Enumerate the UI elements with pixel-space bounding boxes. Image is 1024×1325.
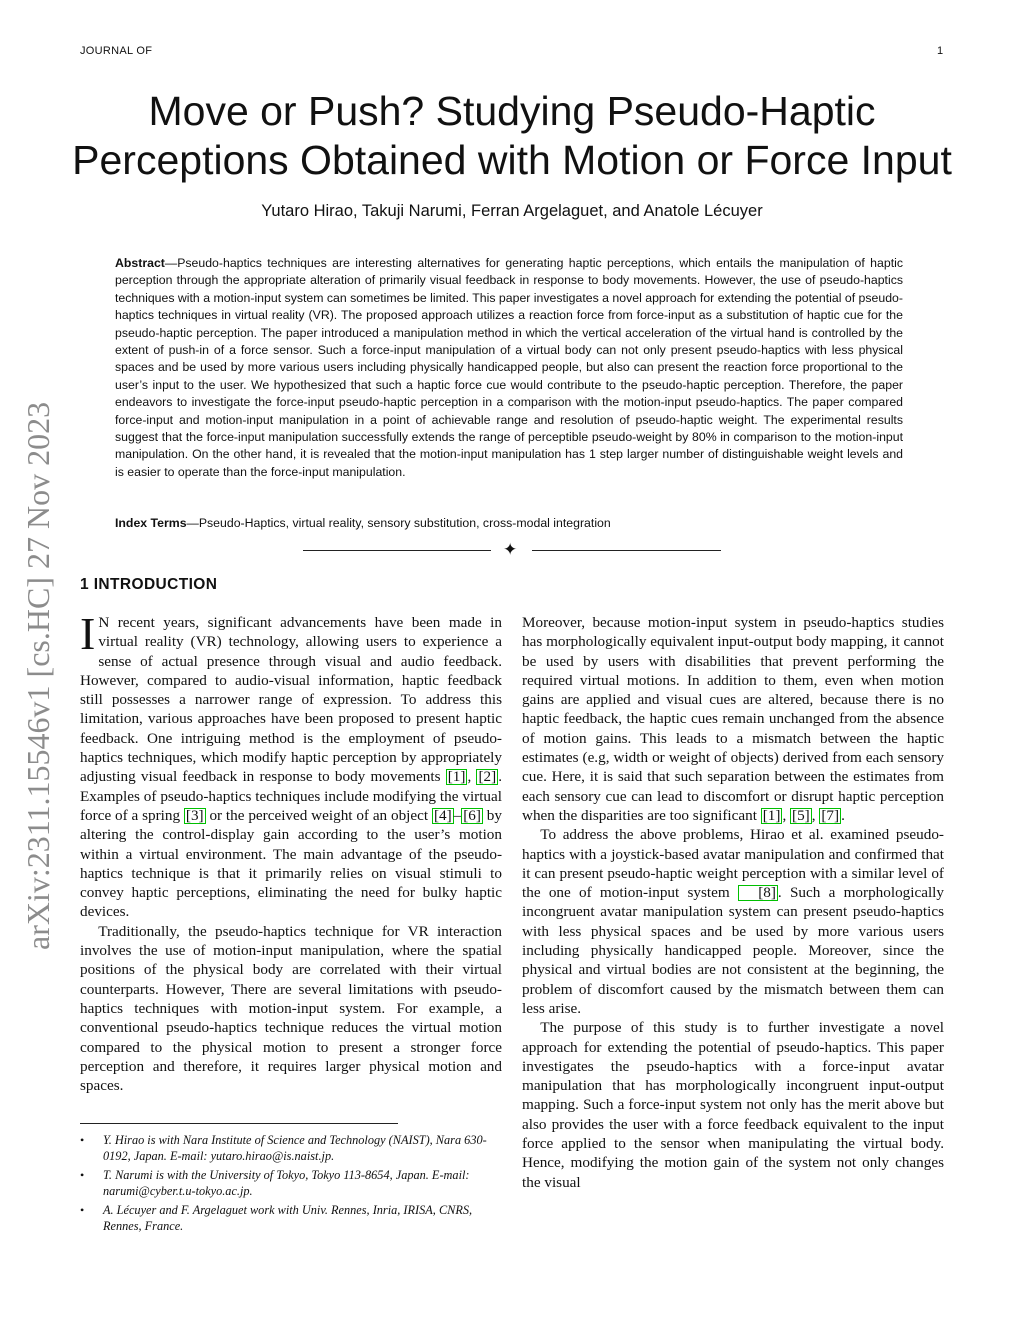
index-terms-text: —Pseudo-Haptics, virtual reality, sensory substitution, cross-modal integration [186, 516, 611, 530]
footnote-text: A. Lécuyer and F. Argelaguet work with Univ. Rennes, Inria, IRISA, CNRS, Rennes, France. [103, 1203, 473, 1233]
paragraph-text: – [453, 806, 462, 824]
left-column [80, 608, 502, 1095]
author-list: Yutaro Hirao, Takuji Narumi, Ferran Argelaguet, and Anatole Lécuyer [261, 202, 763, 220]
paragraph-text: or the perceived weight of an object [205, 806, 432, 824]
abstract-text: —Pseudo-haptics techniques are interesting alternatives for generating haptic perceptions, which entails the manipulation of haptic perception through the appropriate alteration of primarily visual feedback in response to body movements. However, the use of pseudo-haptics techniques with a motion-input system can sometimes be limited. This paper investigates a novel approach for extending the potential of pseudo-haptics techniques in virtual reality (VR). The proposed approach utilizes a reaction force from force-input as a substitution of haptic cue for the pseudo-haptic perception. The paper introduced a manipulation method in which the vertical acceleration of the virtual hand is controlled by the extent of push-in of a force sensor. Such a force-input manipulation of a virtual body can not only present pseudo-haptics with less physical spaces and be used by more various users including physically handicapped people, but also can present the reaction force proportional to the user’s input to the user. We hypothesized that such a haptic force cue would contribute to the pseudo-haptic perception. Therefore, the paper endeavors to investigate the force-input pseudo-haptic perception in a comparison with the motion-input pseudo-haptics. The paper compared force-input and motion-input manipulation in a point of achievable range and resolution of pseudo-haptic weight. The experimental results suggest that the force-input manipulation successfully extends the range of perceptible pseudo-weight by 80% in comparison to the motion-input manipulation. On the other hand, it is revealed that the motion-input manipulation has 1 step larger number of distinguishable weight levels and is easier to operate than the force-input manipulation. [115, 256, 903, 479]
paragraph-text: . [841, 806, 845, 824]
paragraph-text: . Such a morphologically incongruent avatar manipulation system can present pseudo-haptics with less physical spaces and be used by more various users including physically handicapped people. Moreover, since the physical and virtual bodies are not consistent at the beginning, the problem of discomfort caused by the mismatch between them can less arise. [522, 884, 944, 1017]
separator-rule-left [303, 550, 491, 551]
footnote-item [80, 1167, 502, 1199]
paper-title [40, 87, 984, 185]
bullet-icon: • [80, 1203, 85, 1217]
footnote-rule [80, 1123, 398, 1124]
paragraph [522, 825, 944, 1018]
page-number: 1 [937, 45, 944, 57]
drop-cap: I [80, 608, 96, 659]
right-column [522, 613, 944, 1192]
paragraph: Traditionally, the pseudo-haptics technique for VR interaction involves the use of motion-input manipulation, where the spatial positions of the physical body are correlated with their virtual counterparts. However, There are several limitations with pseudo-haptics techniques with motion-input system. For example, a conventional pseudo-haptics technique reduces the virtual motion compared to the physical motion to present a stronger force perception and therefore, it requires larger physical motion and spaces. [80, 922, 502, 1095]
abstract [115, 255, 903, 481]
bullet-icon: • [80, 1168, 85, 1182]
bullet-icon: • [80, 1133, 85, 1147]
citation-link[interactable]: [5] [792, 806, 810, 824]
paragraph-text: N recent years, significant advancements have been made in virtual reality (VR) technology, allowing users to experience a sense of actual presence through visual and audio feedback. However, compared to audio-visual information, haptic feedback still possesses a narrower range of expression. To address this limitation, various approaches have been proposed to present haptic feedback. One intriguing method is the employment of pseudo-haptics techniques, which modify haptic perception by appropriately adjusting visual feedback in response to body movements [80, 614, 502, 786]
arxiv-identifier: arXiv:2311.15546v1 [cs.HC] 27 Nov 2023 [20, 401, 56, 950]
footnotes [80, 1132, 502, 1237]
footnote-text: Y. Hirao is with Nara Institute of Science and Technology (NAIST), Nara 630-0192, Japan. E-mail: yutaro.hirao@is.naist.jp. [103, 1133, 487, 1163]
title-line-2: Perceptions Obtained with Motion or Force Input [72, 137, 952, 183]
separator-rule-right [532, 550, 721, 551]
paragraph-text: , [811, 806, 820, 824]
citation-link[interactable]: [4] [433, 806, 452, 824]
running-header: JOURNAL OF [80, 45, 153, 57]
footnote-text: T. Narumi is with the University of Tokyo, Tokyo 113-8654, Japan. E-mail: narumi@cyber.t.u-tokyo.ac.jp. [103, 1168, 470, 1198]
paragraph-text: To address the above problems, Hirao et al. examined pseudo-haptics with a joystick-based avatar manipulation and confirmed that it can present pseudo-haptic weight perception with a similar level of the one of motion-input system [522, 826, 944, 902]
citation-link[interactable]: [3] [185, 806, 204, 824]
paragraph: The purpose of this study is to further investigate a novel approach for extending the potential of pseudo-haptics. This paper investigates the pseudo-haptics with a force-input avatar manipulation that has morphologically incongruent input-output mapping. Such a force-input system not only has the merit above but also provides the user with a force feedback equivalent to the input force applied to the sensor when manipulating the virtual body. Hence, modifying the motion gain of the system not only changes the visual [522, 1019, 944, 1191]
paragraph-text: , [782, 806, 791, 824]
separator-diamond-icon: ✦ [503, 540, 518, 559]
paragraph-text: by altering the control-display gain according to the user’s motion within a virtual environment. The main advantage of the pseudo-haptics technique is that it primarily relies on visual stimuli to convey haptic perceptions, eliminating the need for bulky haptic devices. [80, 806, 502, 921]
citation-link[interactable]: [6] [463, 806, 481, 824]
footnote-item [80, 1132, 502, 1164]
abstract-label: Abstract [115, 256, 165, 270]
title-line-1: Move or Push? Studying Pseudo-Haptic [148, 88, 876, 134]
paragraph [80, 608, 502, 922]
index-terms-label: Index Terms [115, 516, 187, 530]
footnote-item [80, 1202, 502, 1234]
paragraph-text: . Examples of pseudo-haptics techniques include modifying the virtual force of a spring [80, 768, 502, 824]
index-terms [115, 515, 903, 532]
citation-link[interactable]: [2] [478, 768, 497, 786]
citation-link[interactable]: [1] [447, 768, 466, 786]
citation-link[interactable]: [7] [821, 806, 840, 824]
paragraph [522, 613, 944, 825]
paragraph-text: Moreover, because motion-input system in pseudo-haptics studies has morphologically equivalent input-output body mapping, it cannot be used by users with disabilities that prevent performing the required virtual motions. In addition to them, even when motion gains are applied and visual cues are altered, because there is no haptic feedback, the haptic cues remain unchanged from the absence of motion gains. This leads to a mismatch between the haptic estimates (e.g, width or weight of objects) derived from each sensory cue. Here, it is said that such separation between the estimates from each sensory cue can lead to discomfort or disrupt haptic perception when the disparities are too significant [522, 614, 944, 824]
paragraph-text: , [467, 768, 477, 786]
section-heading: 1 INTRODUCTION [80, 576, 218, 593]
citation-link[interactable]: [8] [738, 885, 778, 901]
citation-link[interactable]: [1] [762, 806, 781, 824]
